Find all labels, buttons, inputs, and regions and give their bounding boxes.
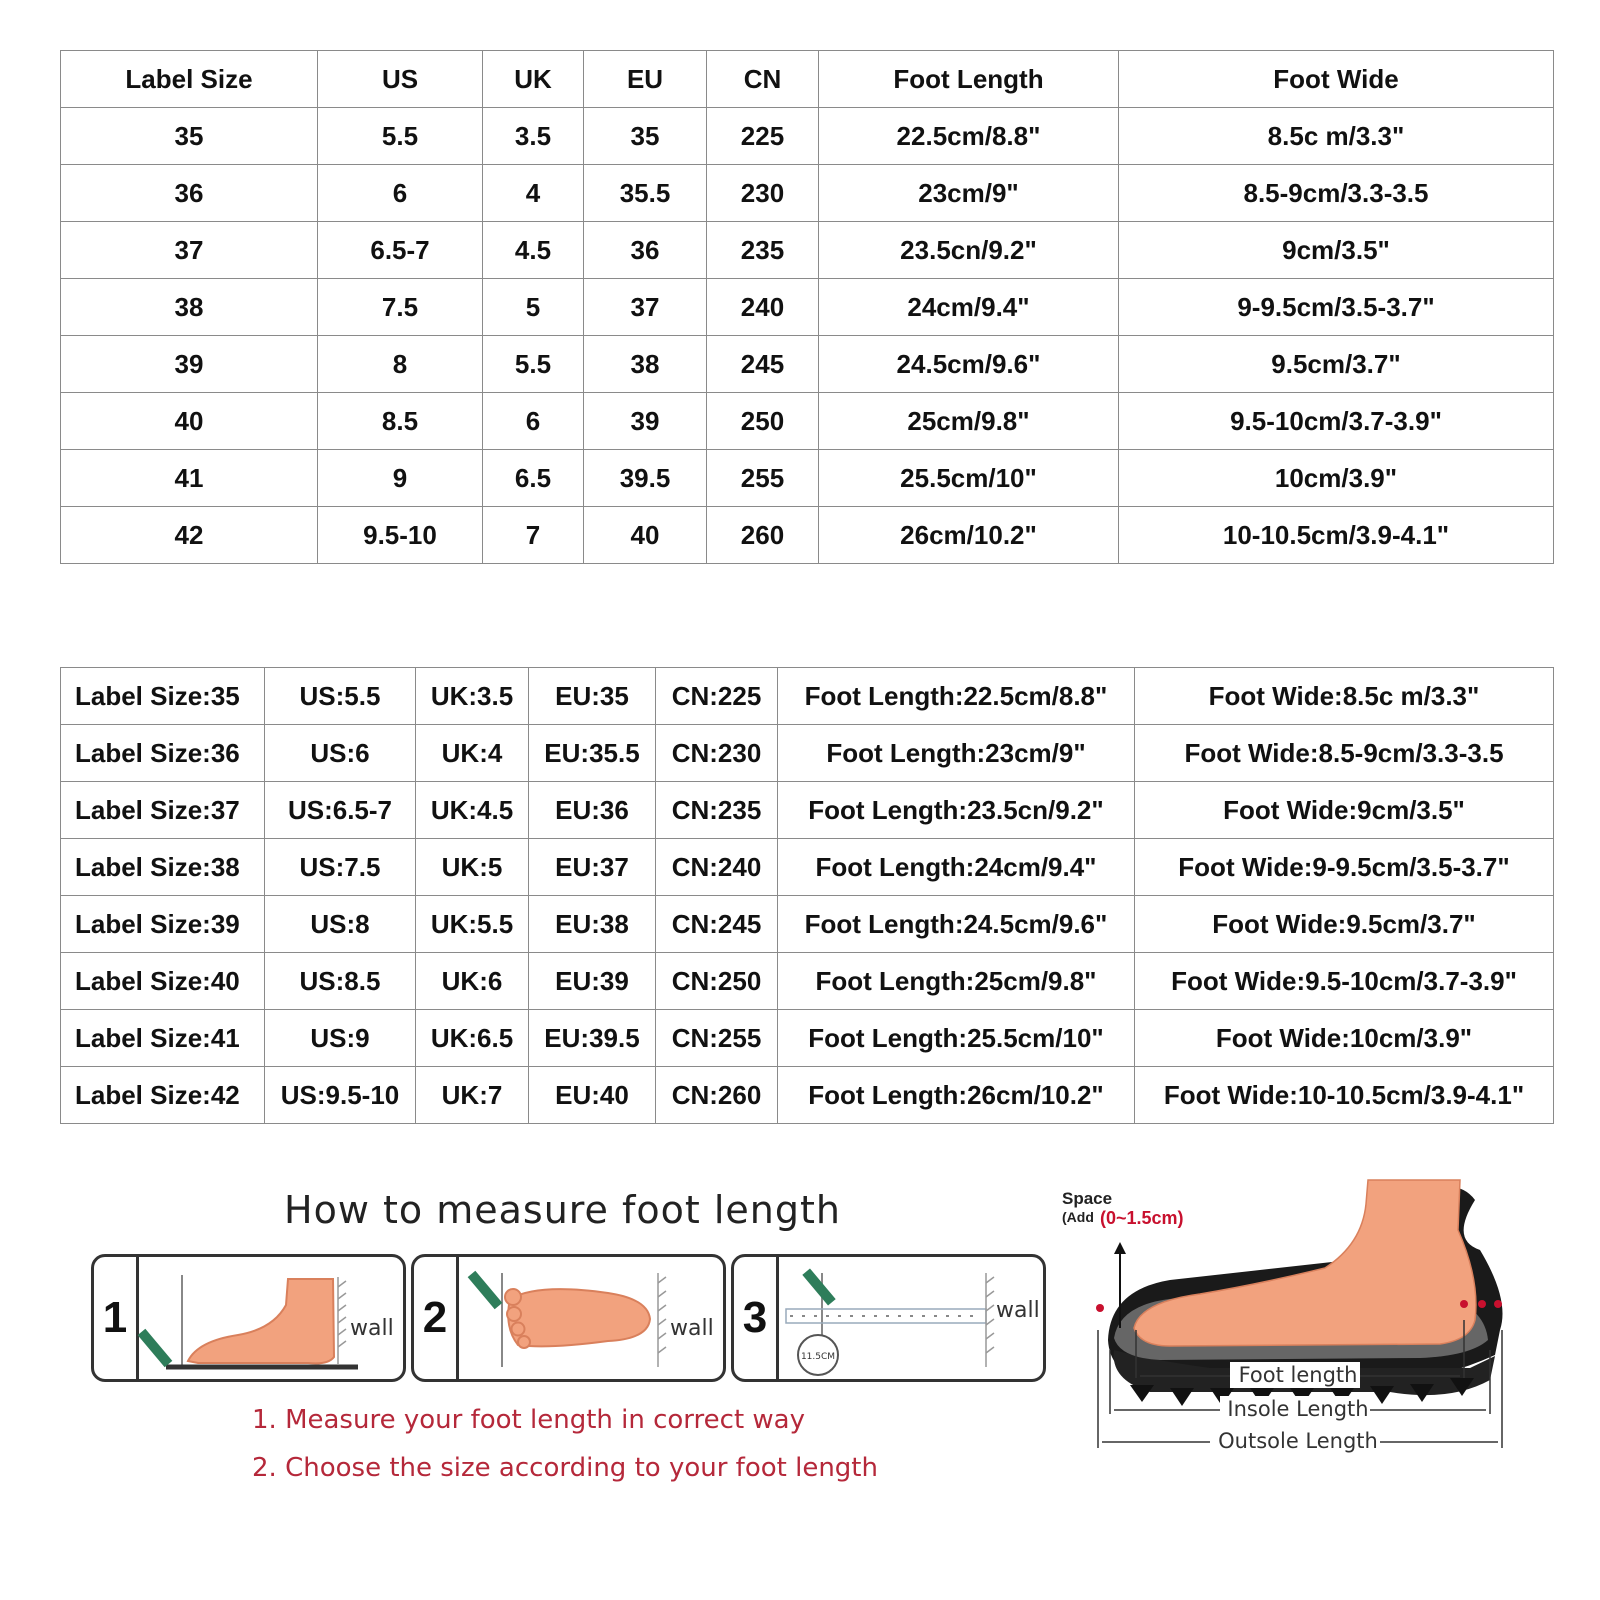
pencil-icon xyxy=(802,1268,835,1305)
column-header: Label Size xyxy=(61,51,318,108)
table-row xyxy=(61,725,1554,782)
step-number: 3 xyxy=(734,1257,779,1379)
ruler-illustration xyxy=(778,1257,1043,1379)
size-chart-header-row xyxy=(61,51,1554,108)
table-cell: 6 xyxy=(483,393,584,450)
table-cell: CN:255 xyxy=(656,1010,778,1067)
table-cell: Foot Wide:10-10.5cm/3.9-4.1" xyxy=(1135,1067,1554,1124)
table-cell: 39 xyxy=(584,393,707,450)
table-cell: 9.5-10 xyxy=(318,507,483,564)
table-cell: Foot Wide:9.5cm/3.7" xyxy=(1135,896,1554,953)
table-cell: 23.5cn/9.2" xyxy=(819,222,1119,279)
table-cell: Foot Length:22.5cm/8.8" xyxy=(778,668,1135,725)
table-cell: 25.5cm/10" xyxy=(819,450,1119,507)
table-cell: 8.5 xyxy=(318,393,483,450)
table-cell: Foot Length:23.5cn/9.2" xyxy=(778,782,1135,839)
table-cell: Foot Length:23cm/9" xyxy=(778,725,1135,782)
table-cell: 235 xyxy=(707,222,819,279)
wall-hatch xyxy=(658,1273,666,1367)
measurement-label: 11.5CM xyxy=(800,1352,836,1362)
table-cell: EU:35.5 xyxy=(529,725,656,782)
table-cell: Label Size:37 xyxy=(61,782,265,839)
table-cell: EU:39 xyxy=(529,953,656,1010)
table-cell: 225 xyxy=(707,108,819,165)
table-row xyxy=(61,108,1554,165)
table-cell: 10cm/3.9" xyxy=(1119,450,1554,507)
table-cell: UK:7 xyxy=(416,1067,529,1124)
table-cell: 9-9.5cm/3.5-3.7" xyxy=(1119,279,1554,336)
table-cell: Label Size:42 xyxy=(61,1067,265,1124)
table-cell: 6 xyxy=(318,165,483,222)
table-cell: 245 xyxy=(707,336,819,393)
column-header: Foot Wide xyxy=(1119,51,1554,108)
foot-side-illustration xyxy=(138,1257,403,1379)
table-cell: US:9 xyxy=(265,1010,416,1067)
column-header: EU xyxy=(584,51,707,108)
table-cell: Foot Wide:8.5-9cm/3.3-3.5 xyxy=(1135,725,1554,782)
table-cell: Foot Length:24.5cm/9.6" xyxy=(778,896,1135,953)
table-cell: Foot Length:25cm/9.8" xyxy=(778,953,1135,1010)
table-cell: UK:3.5 xyxy=(416,668,529,725)
table-cell: UK:6 xyxy=(416,953,529,1010)
insole-length-label: Insole Length xyxy=(1227,1397,1369,1421)
table-cell: 5 xyxy=(483,279,584,336)
table-cell: 39.5 xyxy=(584,450,707,507)
wall-label: wall xyxy=(996,1298,1040,1323)
table-cell: 8.5-9cm/3.3-3.5 xyxy=(1119,165,1554,222)
instruction-1: 1. Measure your foot length in correct way xyxy=(252,1405,805,1435)
table-cell: 37 xyxy=(61,222,318,279)
table-cell: 5.5 xyxy=(318,108,483,165)
table-cell: 8 xyxy=(318,336,483,393)
step-number: 2 xyxy=(414,1257,459,1379)
foot-length-label: Foot length xyxy=(1238,1363,1358,1387)
table-cell: CN:240 xyxy=(656,839,778,896)
table-cell: 42 xyxy=(61,507,318,564)
table-cell: 10-10.5cm/3.9-4.1" xyxy=(1119,507,1554,564)
column-header: Foot Length xyxy=(819,51,1119,108)
table-cell: 240 xyxy=(707,279,819,336)
table-cell: 9.5cm/3.7" xyxy=(1119,336,1554,393)
wall-hatch xyxy=(986,1273,994,1367)
outsole-length-label: Outsole Length xyxy=(1218,1429,1378,1453)
howto-title: How to measure foot length xyxy=(284,1188,841,1232)
table-cell: 24.5cm/9.6" xyxy=(819,336,1119,393)
table-row xyxy=(61,1010,1554,1067)
table-cell: CN:245 xyxy=(656,896,778,953)
table-cell: 5.5 xyxy=(483,336,584,393)
table-row xyxy=(61,393,1554,450)
table-cell: EU:38 xyxy=(529,896,656,953)
table-cell: Label Size:38 xyxy=(61,839,265,896)
table-cell: 36 xyxy=(584,222,707,279)
column-header: UK xyxy=(483,51,584,108)
table-cell: EU:39.5 xyxy=(529,1010,656,1067)
table-cell: Foot Wide:10cm/3.9" xyxy=(1135,1010,1554,1067)
table-cell: US:6.5-7 xyxy=(265,782,416,839)
table-cell: US:7.5 xyxy=(265,839,416,896)
add-label: (Add xyxy=(1062,1209,1094,1225)
table-cell: US:8 xyxy=(265,896,416,953)
table-cell: 6.5 xyxy=(483,450,584,507)
table-row xyxy=(61,896,1554,953)
step-2-panel xyxy=(411,1254,726,1382)
table-cell: 22.5cm/8.8" xyxy=(819,108,1119,165)
table-cell: 255 xyxy=(707,450,819,507)
table-cell: Label Size:41 xyxy=(61,1010,265,1067)
table-row xyxy=(61,336,1554,393)
table-cell: 36 xyxy=(61,165,318,222)
table-row xyxy=(61,279,1554,336)
table-cell: 23cm/9" xyxy=(819,165,1119,222)
table-cell: CN:235 xyxy=(656,782,778,839)
table-cell: 41 xyxy=(61,450,318,507)
table-row xyxy=(61,507,1554,564)
table-cell: 24cm/9.4" xyxy=(819,279,1119,336)
table-cell: CN:260 xyxy=(656,1067,778,1124)
table-cell: Foot Wide:9.5-10cm/3.7-3.9" xyxy=(1135,953,1554,1010)
table-row xyxy=(61,953,1554,1010)
table-cell: 35.5 xyxy=(584,165,707,222)
wall-label: wall xyxy=(670,1316,714,1341)
table-cell: UK:4 xyxy=(416,725,529,782)
table-cell: CN:225 xyxy=(656,668,778,725)
table-cell: UK:4.5 xyxy=(416,782,529,839)
table-cell: 260 xyxy=(707,507,819,564)
table-cell: 7.5 xyxy=(318,279,483,336)
table-cell: Foot Length:26cm/10.2" xyxy=(778,1067,1135,1124)
table-cell: Label Size:40 xyxy=(61,953,265,1010)
table-cell: 4 xyxy=(483,165,584,222)
pencil-icon xyxy=(468,1271,503,1310)
table-cell: EU:36 xyxy=(529,782,656,839)
table-cell: 9.5-10cm/3.7-3.9" xyxy=(1119,393,1554,450)
table-cell: Label Size:36 xyxy=(61,725,265,782)
table-cell: 40 xyxy=(584,507,707,564)
shoe-foot-diagram xyxy=(1062,1180,1550,1490)
table-cell: Foot Wide:9-9.5cm/3.5-3.7" xyxy=(1135,839,1554,896)
table-cell: Foot Wide:9cm/3.5" xyxy=(1135,782,1554,839)
table-cell: UK:5 xyxy=(416,839,529,896)
table-cell: EU:37 xyxy=(529,839,656,896)
step-number: 1 xyxy=(94,1257,139,1379)
column-header: CN xyxy=(707,51,819,108)
table-cell: Foot Length:25.5cm/10" xyxy=(778,1010,1135,1067)
table-cell: CN:250 xyxy=(656,953,778,1010)
table-cell: US:8.5 xyxy=(265,953,416,1010)
table-cell: 40 xyxy=(61,393,318,450)
table-cell: 4.5 xyxy=(483,222,584,279)
pencil-icon xyxy=(138,1329,173,1368)
wall-label: wall xyxy=(350,1316,394,1341)
table-cell: Label Size:39 xyxy=(61,896,265,953)
table-cell: US:5.5 xyxy=(265,668,416,725)
wall-hatch xyxy=(338,1277,346,1365)
table-cell: EU:35 xyxy=(529,668,656,725)
table-cell: Foot Length:24cm/9.4" xyxy=(778,839,1135,896)
labeled-size-chart-table xyxy=(60,667,1554,1124)
table-cell: EU:40 xyxy=(529,1067,656,1124)
table-cell: 9cm/3.5" xyxy=(1119,222,1554,279)
table-cell: Foot Wide:8.5c m/3.3" xyxy=(1135,668,1554,725)
table-cell: 7 xyxy=(483,507,584,564)
table-cell: 35 xyxy=(584,108,707,165)
table-row xyxy=(61,668,1554,725)
table-cell: 8.5c m/3.3" xyxy=(1119,108,1554,165)
instruction-2: 2. Choose the size according to your foot length xyxy=(252,1453,878,1483)
table-cell: 38 xyxy=(584,336,707,393)
table-cell: 37 xyxy=(584,279,707,336)
table-row xyxy=(61,1067,1554,1124)
table-cell: 35 xyxy=(61,108,318,165)
table-cell: 26cm/10.2" xyxy=(819,507,1119,564)
table-cell: US:6 xyxy=(265,725,416,782)
table-cell: Label Size:35 xyxy=(61,668,265,725)
space-label: Space xyxy=(1062,1189,1113,1208)
table-cell: 3.5 xyxy=(483,108,584,165)
table-cell: 39 xyxy=(61,336,318,393)
table-cell: 250 xyxy=(707,393,819,450)
table-cell: 9 xyxy=(318,450,483,507)
add-value-label: (0~1.5cm) xyxy=(1100,1208,1184,1228)
table-row xyxy=(61,165,1554,222)
table-row xyxy=(61,222,1554,279)
table-cell: 38 xyxy=(61,279,318,336)
step-1-panel xyxy=(91,1254,406,1382)
column-header: US xyxy=(318,51,483,108)
table-cell: CN:230 xyxy=(656,725,778,782)
step-3-panel xyxy=(731,1254,1046,1382)
table-cell: US:9.5-10 xyxy=(265,1067,416,1124)
table-cell: UK:6.5 xyxy=(416,1010,529,1067)
table-cell: 6.5-7 xyxy=(318,222,483,279)
table-cell: 230 xyxy=(707,165,819,222)
table-row xyxy=(61,839,1554,896)
table-cell: UK:5.5 xyxy=(416,896,529,953)
table-row xyxy=(61,450,1554,507)
table-row xyxy=(61,782,1554,839)
table-cell: 25cm/9.8" xyxy=(819,393,1119,450)
foot-top-illustration xyxy=(458,1257,723,1379)
size-chart-table xyxy=(60,50,1554,564)
foot-shape xyxy=(188,1279,334,1363)
foot-shape xyxy=(1134,1180,1476,1346)
